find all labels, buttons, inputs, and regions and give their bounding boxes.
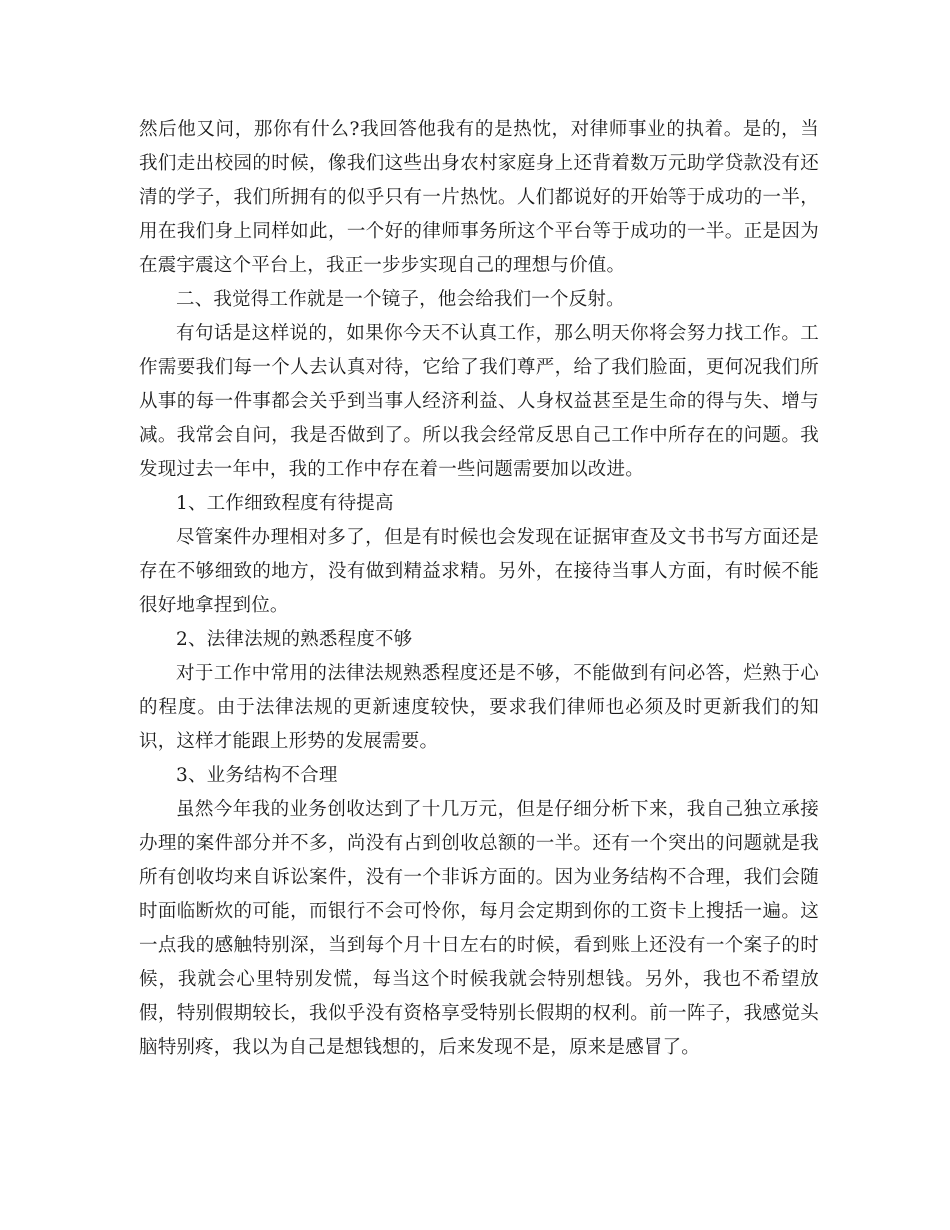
paragraph-laws: 对于工作中常用的法律法规熟悉程度还是不够，不能做到有问必答，烂熟于心的程度。由于法律法规的更新速度较快，要求我们律师也必须及时更新我们的知识，这样才能跟上形势的发展需要。 [139, 663, 819, 752]
paragraph-detail: 尽管案件办理相对多了，但是有时候也会发现在证据审查及文书书写方面还是存在不够细致的地方，没有做到精益求精。另外，在接待当事人方面，有时候不能很好地拿捏到位。 [139, 527, 819, 616]
paragraph-work-attitude: 有句话是这样说的，如果你今天不认真工作，那么明天你将会努力找工作。工作需要我们每一个人去认真对待，它给了我们尊严，给了我们脸面，更何况我们所从事的每一件事都会关乎到当事人经济利益、人身权益甚至是生命的得与失、增与减。我常会自问，我是否做到了。所以我会经常反思自己工作中所存在的问题。我发现过去一年中，我的工作中存在着一些问题需要加以改进。 [139, 323, 819, 480]
subheading-detail: 1、工作细致程度有待提高 [176, 493, 394, 514]
subheading-business-structure: 3、业务结构不合理 [176, 765, 338, 786]
paragraph-business-structure: 虽然今年我的业务创收达到了十几万元，但是仔细分析下来，我自己独立承接办理的案件部分并不多，尚没有占到创收总额的一半。还有一个突出的问题就是我所有创收均来自诉讼案件，没有一个非诉方面的。因为业务结构不合理，我们会随时面临断炊的可能，而银行不会可怜你，每月会定期到你的工资卡上搜括一遍。这一点我的感触特别深，当到每个月十日左右的时候，看到账上还没有一个案子的时候，我就会心里特别发慌，每当这个时候我就会特别想钱。另外，我也不希望放假，特别假期较长，我似乎没有资格享受特别长假期的权利。前一阵子，我感觉头脑特别疼，我以为自己是想钱想的，后来发现不是，原来是感冒了。 [139, 799, 819, 1058]
section-heading-mirror: 二、我觉得工作就是一个镜子，他会给我们一个反射。 [176, 289, 625, 310]
subheading-laws: 2、法律法规的熟悉程度不够 [176, 629, 413, 650]
paragraph-passion: 然后他又问，那你有什么?我回答他我有的是热忱，对律师事业的执着。是的，当我们走出校园的时候，像我们这些出身农村家庭身上还背着数万元助学贷款没有还清的学子，我们所拥有的似乎只有一片热忱。人们都说好的开始等于成功的一半，用在我们身上同样如此，一个好的律师事务所这个平台等于成功的一半。正是因为在震宇震这个平台上，我正一步步实现自己的理想与价值。 [139, 119, 819, 276]
document-body [139, 113, 819, 1065]
